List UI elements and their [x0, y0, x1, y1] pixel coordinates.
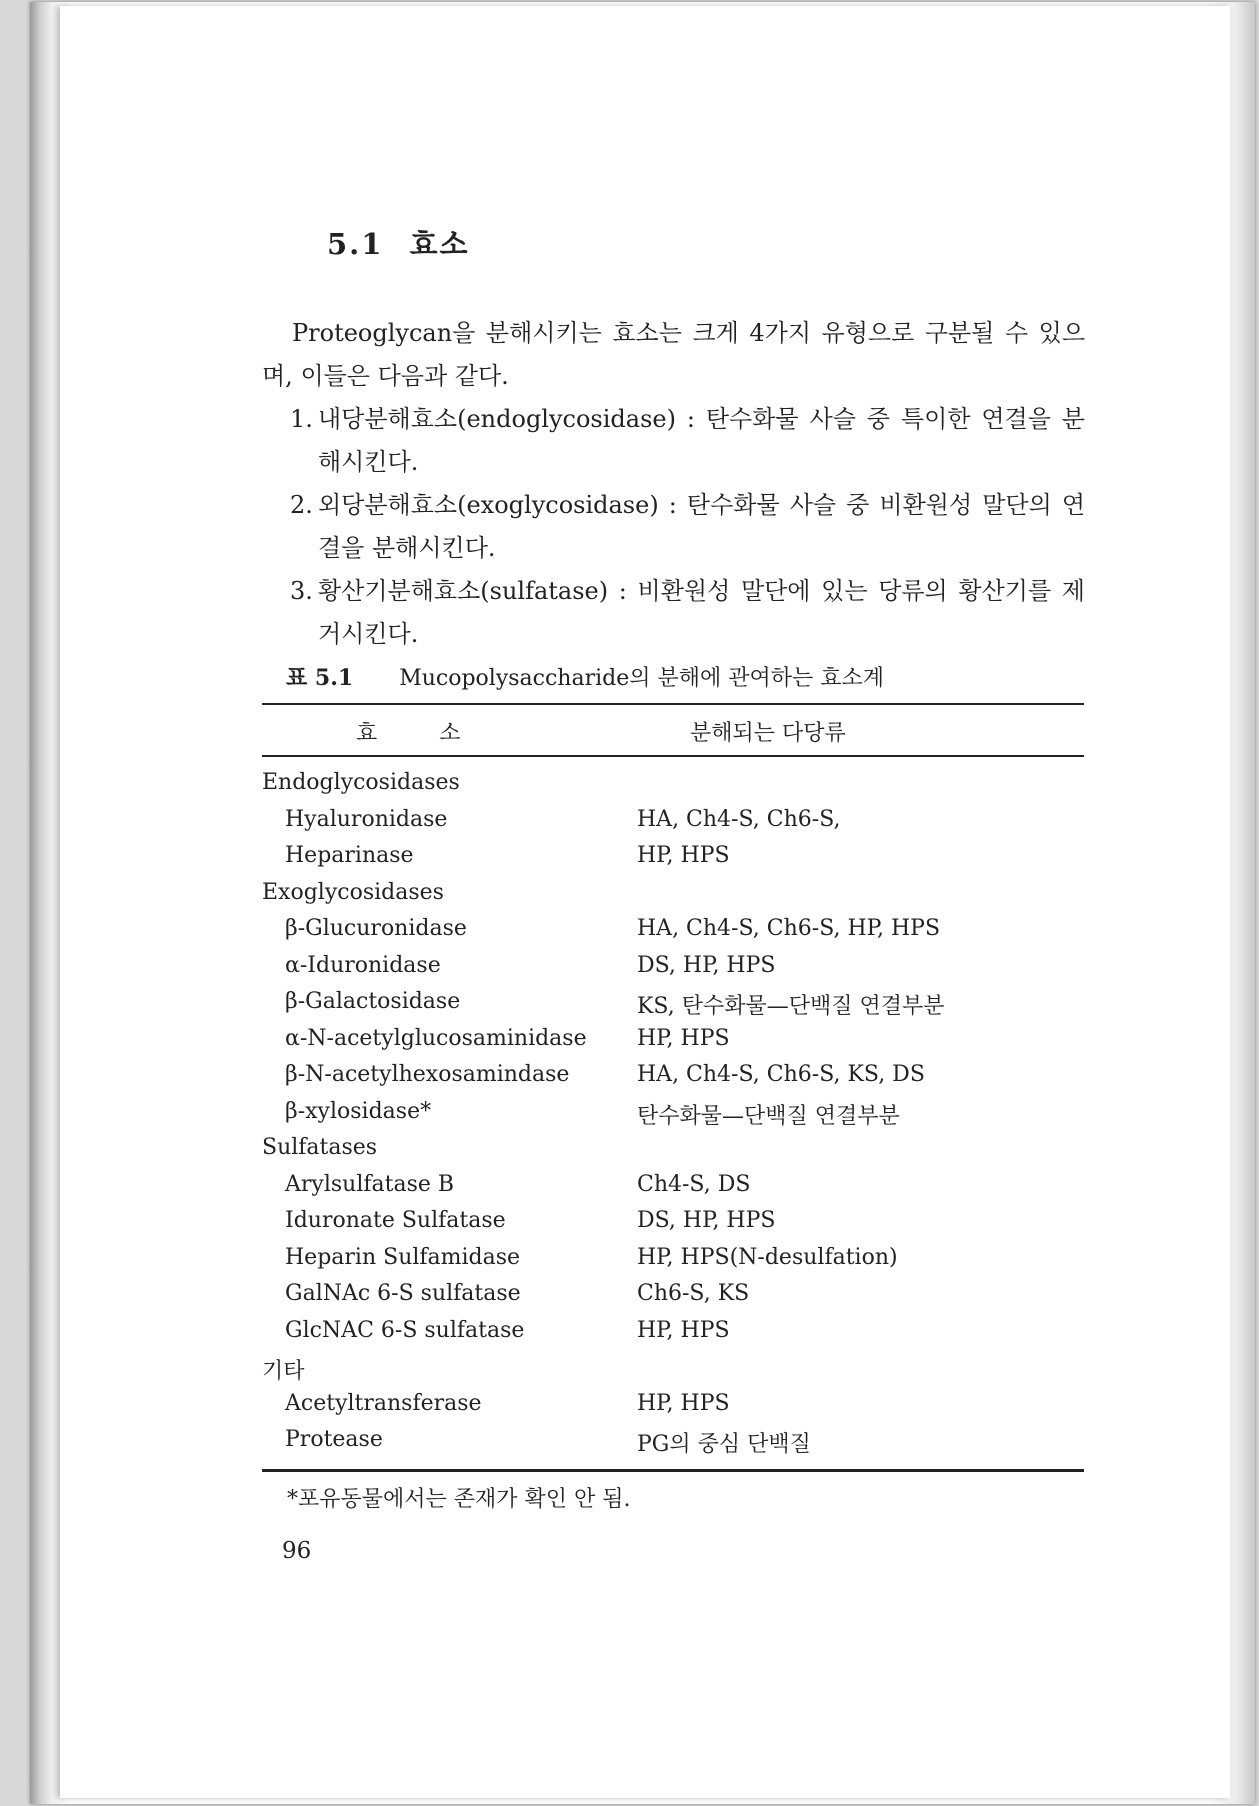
- list-item: 3. 황산기분해효소(sulfatase) : 비환원성 말단에 있는 당류의 황산기를 제거시킨다.: [290, 577, 1085, 648]
- substrate-cell: DS, HP, HPS: [637, 1208, 776, 1233]
- table-label: 표 5.1: [286, 665, 354, 691]
- table-group-row: [262, 1350, 1084, 1387]
- substrate-cell: HP, HPS: [637, 1025, 730, 1051]
- enzyme-cell: Sulfatases: [262, 1135, 378, 1160]
- table-row: [262, 1168, 1084, 1205]
- substrate-cell: 탄수화물—단백질 연결부분: [637, 1103, 900, 1129]
- enzyme-cell: Iduronate Sulfatase: [285, 1208, 506, 1233]
- enzyme-cell: GlcNAC 6-S sulfatase: [285, 1317, 525, 1343]
- section-number: 5.1: [327, 227, 384, 261]
- enzyme-cell: α-N-acetylglucosaminidase: [285, 1025, 587, 1051]
- table-row: [262, 985, 1084, 1022]
- list-item: 2. 외당분해효소(exoglycosidase) : 탄수화물 사슬 중 비환원성 말단의 연결을 분해시킨다.: [290, 491, 1085, 562]
- substrate-cell: HP, HPS: [637, 843, 730, 868]
- section-title: 효소: [409, 227, 470, 261]
- substrate-cell: HP, HPS: [637, 1390, 730, 1416]
- table-row: [262, 1204, 1084, 1241]
- table-caption-text: Mucopolysaccharide의 분해에 관여하는 효소계: [399, 666, 884, 691]
- enzyme-cell: Exoglycosidases: [262, 879, 444, 905]
- table-group-row: [262, 1131, 1084, 1168]
- enzyme-cell: Heparin Sulfamidase: [285, 1244, 521, 1270]
- enzyme-cell: GalNAc 6-S sulfatase: [285, 1281, 521, 1306]
- table-row: [262, 803, 1084, 840]
- enzyme-cell: β-Galactosidase: [285, 989, 461, 1014]
- table-row: [262, 1387, 1084, 1424]
- table-row: [262, 839, 1084, 876]
- column-header-substrate: 분해되는 다당류: [690, 721, 846, 746]
- substrate-cell: DS, HP, HPS: [637, 952, 776, 978]
- column-header-enzyme: 효소: [356, 721, 523, 746]
- substrate-cell: KS, 탄수화물—단백질 연결부분: [637, 994, 945, 1019]
- enzyme-cell: Protease: [285, 1427, 383, 1452]
- enzyme-cell: Endoglycosidases: [262, 770, 460, 795]
- substrate-cell: HA, Ch4-S, Ch6-S,: [637, 806, 841, 832]
- section-heading: [327, 222, 469, 263]
- enzyme-cell: β-Glucuronidase: [285, 916, 467, 941]
- substrate-cell: HA, Ch4-S, Ch6-S, HP, HPS: [637, 916, 941, 941]
- table-row: [262, 1277, 1084, 1314]
- substrate-cell: PG의 중심 단백질: [637, 1432, 811, 1457]
- list-item: 1. 내당분해효소(endoglycosidase) : 탄수화물 사슬 중 특이한 연결을 분해시킨다.: [290, 405, 1085, 476]
- enzyme-cell: Acetyltransferase: [285, 1390, 482, 1416]
- table-group-row: [262, 876, 1084, 913]
- table-row: [262, 1423, 1084, 1460]
- table-row: [262, 1314, 1084, 1351]
- table-caption: [286, 661, 884, 692]
- table-row: [262, 912, 1084, 949]
- substrate-cell: Ch4-S, DS: [637, 1171, 751, 1197]
- table-row: [262, 1058, 1084, 1095]
- intro-paragraph: Proteoglycan을 분해시키는 효소는 크게 4가지 유형으로 구분될 수 있으며, 이들은 다음과 같다.: [262, 319, 1085, 390]
- table-group-row: [262, 766, 1084, 803]
- enzyme-cell: β-N-acetylhexosamindase: [285, 1062, 570, 1087]
- substrate-cell: HA, Ch4-S, Ch6-S, KS, DS: [637, 1062, 925, 1087]
- enzyme-cell: Hyaluronidase: [285, 806, 448, 832]
- enzyme-type-list: [290, 398, 1085, 656]
- enzyme-cell: Heparinase: [285, 843, 414, 868]
- footnote: *포유동물에서는 존재가 확인 안 됨.: [287, 1487, 631, 1512]
- table-row: [262, 1095, 1084, 1132]
- table-bottom-rule: [262, 1469, 1084, 1472]
- substrate-cell: HP, HPS: [637, 1317, 730, 1343]
- enzyme-cell: α-Iduronidase: [285, 952, 441, 978]
- enzyme-cell: 기타: [262, 1359, 305, 1384]
- enzyme-cell: Arylsulfatase B: [285, 1171, 455, 1197]
- enzyme-table: [262, 766, 1084, 1460]
- table-header-rule: [262, 755, 1084, 757]
- enzyme-cell: β-xylosidase*: [285, 1098, 432, 1124]
- substrate-cell: Ch6-S, KS: [637, 1281, 750, 1306]
- table-row: [262, 949, 1084, 986]
- page-number: 96: [282, 1538, 312, 1564]
- table-top-rule: [262, 703, 1084, 705]
- table-row: [262, 1241, 1084, 1278]
- table-row: [262, 1022, 1084, 1059]
- substrate-cell: HP, HPS(N-desulfation): [637, 1244, 898, 1270]
